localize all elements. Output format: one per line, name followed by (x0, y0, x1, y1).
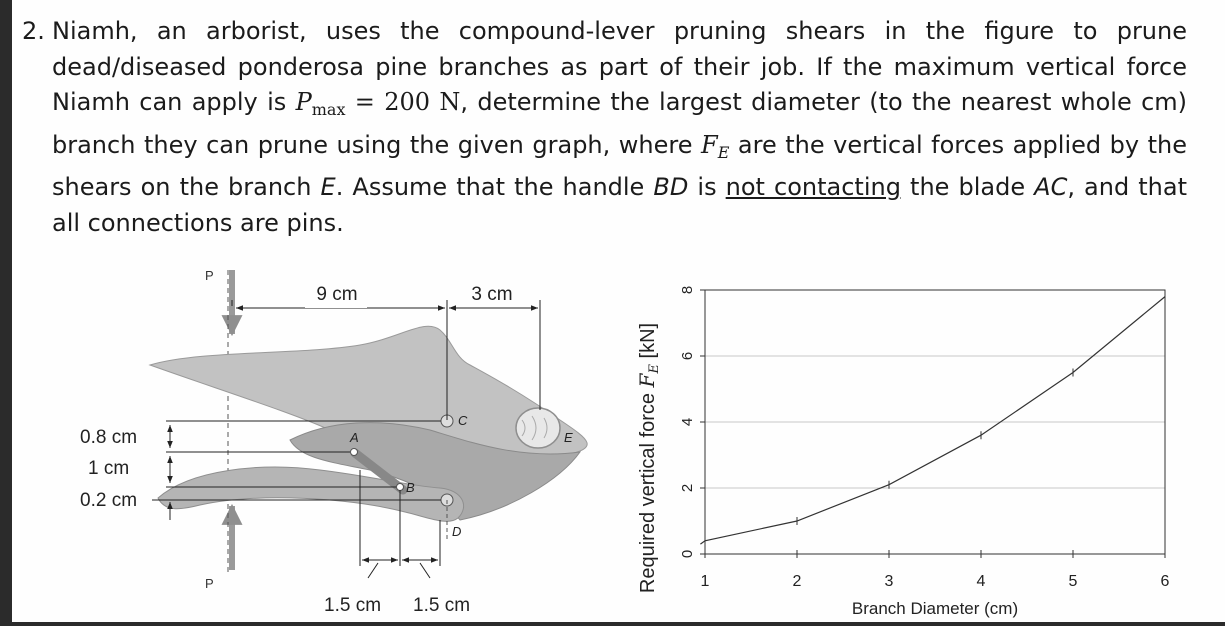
x-tick-label: 3 (884, 573, 894, 590)
x-tick-label: 5 (1068, 573, 1078, 590)
force-vs-diameter-chart (635, 286, 1170, 618)
y-tick-label: 0 (679, 549, 696, 559)
text-part-3: are the vertical forces applied by the shears on the branch (52, 130, 1188, 201)
y-tick-label: 6 (679, 351, 696, 361)
y-label-sub: E (647, 364, 662, 374)
y-label-symbol: F (635, 373, 659, 388)
text-part-7: , and that all connections are pins. (52, 173, 1188, 237)
pin-a-label: A (350, 430, 359, 445)
text-part-4: . Assume that the handle (335, 173, 654, 201)
dim-15cm-right-label: 1.5 cm (413, 595, 471, 616)
text-part-5: is (688, 173, 726, 201)
leader-15cm-left (368, 563, 378, 578)
dim-3cm-label: 3 cm (471, 284, 513, 305)
y-tick-label: 8 (679, 285, 696, 295)
text-part-6: the blade (900, 173, 1035, 201)
pmax-subscript: max (311, 100, 346, 119)
fe-subscript: E (717, 142, 730, 162)
pin-c-label: C (458, 413, 468, 428)
x-tick-label: 6 (1160, 573, 1170, 590)
underlined-phrase: not contacting (725, 173, 901, 201)
blade-ac-symbol: AC (1034, 173, 1068, 201)
force-label-top: P (205, 268, 214, 283)
pmax-symbol: P (295, 88, 312, 116)
force-curve-line (700, 297, 1165, 544)
pin-d-label: D (452, 524, 462, 539)
force-label-bottom: P (205, 576, 214, 591)
pin-a-circle (351, 449, 358, 456)
leader-15cm-right (420, 563, 430, 578)
branch-e-shape (516, 408, 560, 448)
x-tick-label: 1 (700, 573, 710, 590)
y-tick-label: 4 (679, 417, 696, 427)
x-tick-label: 2 (792, 573, 802, 590)
chart-grid (705, 290, 1165, 554)
text-part-1: Niamh, an arborist, uses the compound-lever pruning shears in the figure to prune dead/diseased ponderosa pine branches as part of their job. If the maximum vertical force Niamh can apply is (52, 17, 1187, 116)
x-axis-label: Branch Diameter (cm) (851, 599, 1019, 618)
question-number: 2. (22, 17, 45, 45)
text-part-2: , determine the largest diameter (to the nearest whole cm) branch they can prune using the given graph, where (52, 88, 1188, 159)
branch-e-label: E (564, 430, 573, 445)
shears-diagram (80, 268, 587, 616)
x-axis-ticks (701, 550, 1170, 590)
dim-08cm-label: 0.8 cm (80, 427, 138, 448)
y-label-prefix: Required vertical force (637, 387, 659, 594)
y-axis-ticks (679, 286, 705, 558)
y-tick-label: 2 (679, 483, 696, 493)
fe-symbol: F (701, 130, 718, 159)
y-label-suffix: [kN] (637, 322, 659, 365)
x-tick-label: 4 (976, 573, 986, 590)
handle-bd-symbol: BD (653, 173, 689, 201)
dim-15cm-left-label: 1.5 cm (324, 595, 382, 616)
branch-e-symbol: E (320, 173, 336, 201)
dim-1cm-label: 1 cm (88, 458, 130, 479)
pin-b-circle (397, 484, 404, 491)
dim-9cm-label: 9 cm (316, 284, 358, 305)
dim-02cm-label: 0.2 cm (80, 490, 138, 511)
pin-b-label: B (406, 480, 415, 495)
pmax-value: = 200 N (345, 88, 461, 116)
chart-series (700, 293, 1165, 545)
y-axis-label (635, 323, 662, 593)
